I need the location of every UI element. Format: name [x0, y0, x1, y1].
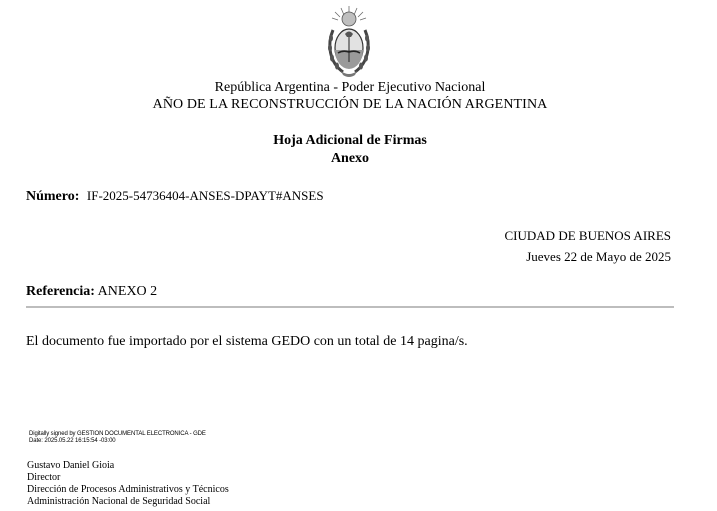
header-line-2: AÑO DE LA RECONSTRUCCIÓN DE LA NACIÓN ARGENTINA [152, 97, 548, 112]
document-title: Hoja Adicional de Firmas [273, 133, 427, 148]
digital-signature-line-1: Digitally signed by GESTION DOCUMENTAL ELECTRONICA - GDE [29, 431, 206, 437]
numero-label: Número: [26, 189, 80, 204]
header-line-1: República Argentina - Poder Ejecutivo Nacional [214, 80, 486, 95]
body-text: El documento fue importado por el sistema GEDO con un total de 14 pagina/s. [26, 334, 468, 349]
digital-signature-block [29, 431, 206, 444]
document-subtitle: Anexo [330, 151, 370, 166]
referencia-row [26, 284, 157, 300]
signer-department: Dirección de Procesos Administrativos y Técnicos [27, 484, 229, 495]
signer-role: Director [27, 472, 61, 483]
digital-signature-date: Date: 2025.05.22 16:15:54 -03:00 [29, 437, 116, 444]
signer-block [27, 460, 229, 508]
numero-value: IF-2025-54736404-ANSES-DPAYT#ANSES [86, 188, 324, 203]
coat-of-arms-icon [323, 4, 375, 80]
signer-organization: Administración Nacional de Seguridad Social [27, 496, 211, 507]
signer-name: Gustavo Daniel Gioia [27, 460, 115, 471]
divider [26, 306, 674, 308]
numero-row [26, 188, 324, 205]
referencia-label: Referencia: [26, 284, 95, 299]
referencia-value: ANEXO 2 [97, 284, 158, 299]
document-date: Jueves 22 de Mayo de 2025 [526, 249, 671, 264]
city: CIUDAD DE BUENOS AIRES [504, 228, 671, 243]
